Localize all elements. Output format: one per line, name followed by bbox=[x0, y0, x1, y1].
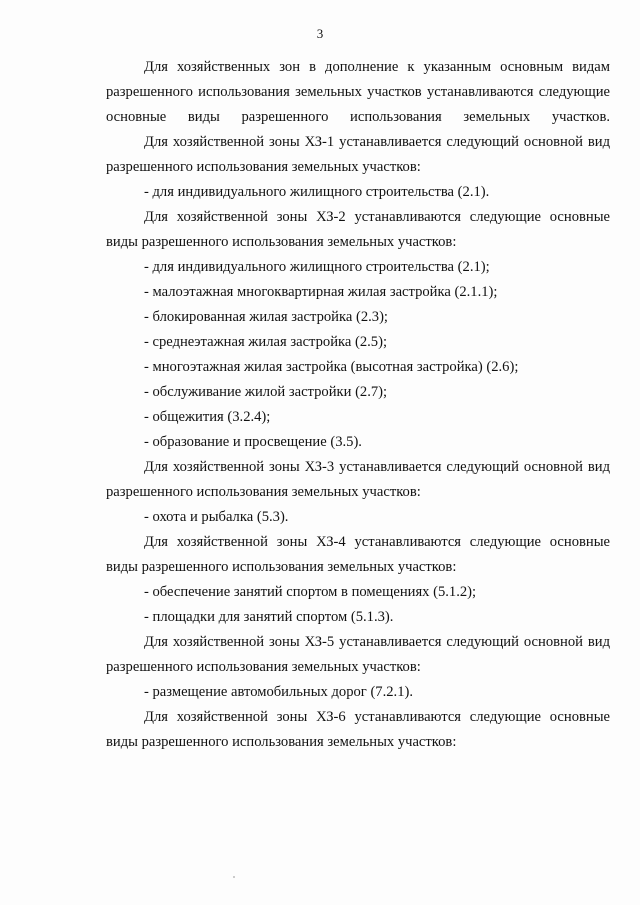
paragraph-intro: Для хозяйственных зон в дополнение к указанным основным видам разрешенного использования земельных участков устанавливаются следующие основные виды разрешенного использования земельных участков. bbox=[106, 59, 610, 125]
list-item: - общежития (3.2.4); bbox=[144, 409, 271, 425]
paragraph-hz2: Для хозяйственной зоны ХЗ-2 устанавливаются следующие основные виды разрешенного использования земельных участков: bbox=[106, 209, 610, 250]
paragraph-hz3: Для хозяйственной зоны ХЗ-3 устанавливается следующий основной вид разрешенного использования земельных участков: bbox=[106, 459, 610, 500]
list-item: - площадки для занятий спортом (5.1.3). bbox=[144, 609, 394, 625]
list-item: - обслуживание жилой застройки (2.7); bbox=[144, 384, 388, 400]
paragraph-hz5: Для хозяйственной зоны ХЗ-5 устанавливается следующий основной вид разрешенного использования земельных участков: bbox=[106, 634, 610, 675]
page-number: 3 bbox=[316, 26, 324, 41]
scan-speck bbox=[233, 876, 235, 878]
list-item: - многоэтажная жилая застройка (высотная застройка) (2.6); bbox=[144, 359, 519, 375]
document-body bbox=[106, 55, 610, 755]
list-item: - для индивидуального жилищного строительства (2.1); bbox=[144, 259, 490, 275]
list-item: - среднеэтажная жилая застройка (2.5); bbox=[144, 334, 388, 350]
list-item: - малоэтажная многоквартирная жилая застройка (2.1.1); bbox=[144, 284, 498, 300]
list-item: - для индивидуального жилищного строительства (2.1). bbox=[144, 184, 490, 200]
paragraph-hz4: Для хозяйственной зоны ХЗ-4 устанавливаются следующие основные виды разрешенного использования земельных участков: bbox=[106, 534, 610, 575]
paragraph-hz6: Для хозяйственной зоны ХЗ-6 устанавливаются следующие основные виды разрешенного использования земельных участков: bbox=[106, 709, 610, 750]
list-item: - образование и просвещение (3.5). bbox=[144, 434, 362, 450]
paragraph-hz1: Для хозяйственной зоны ХЗ-1 устанавливается следующий основной вид разрешенного использования земельных участков: bbox=[106, 134, 610, 175]
list-item: - обеспечение занятий спортом в помещениях (5.1.2); bbox=[144, 584, 477, 600]
list-item: - размещение автомобильных дорог (7.2.1). bbox=[144, 684, 413, 700]
list-item: - блокированная жилая застройка (2.3); bbox=[144, 309, 388, 325]
list-item: - охота и рыбалка (5.3). bbox=[144, 509, 289, 525]
